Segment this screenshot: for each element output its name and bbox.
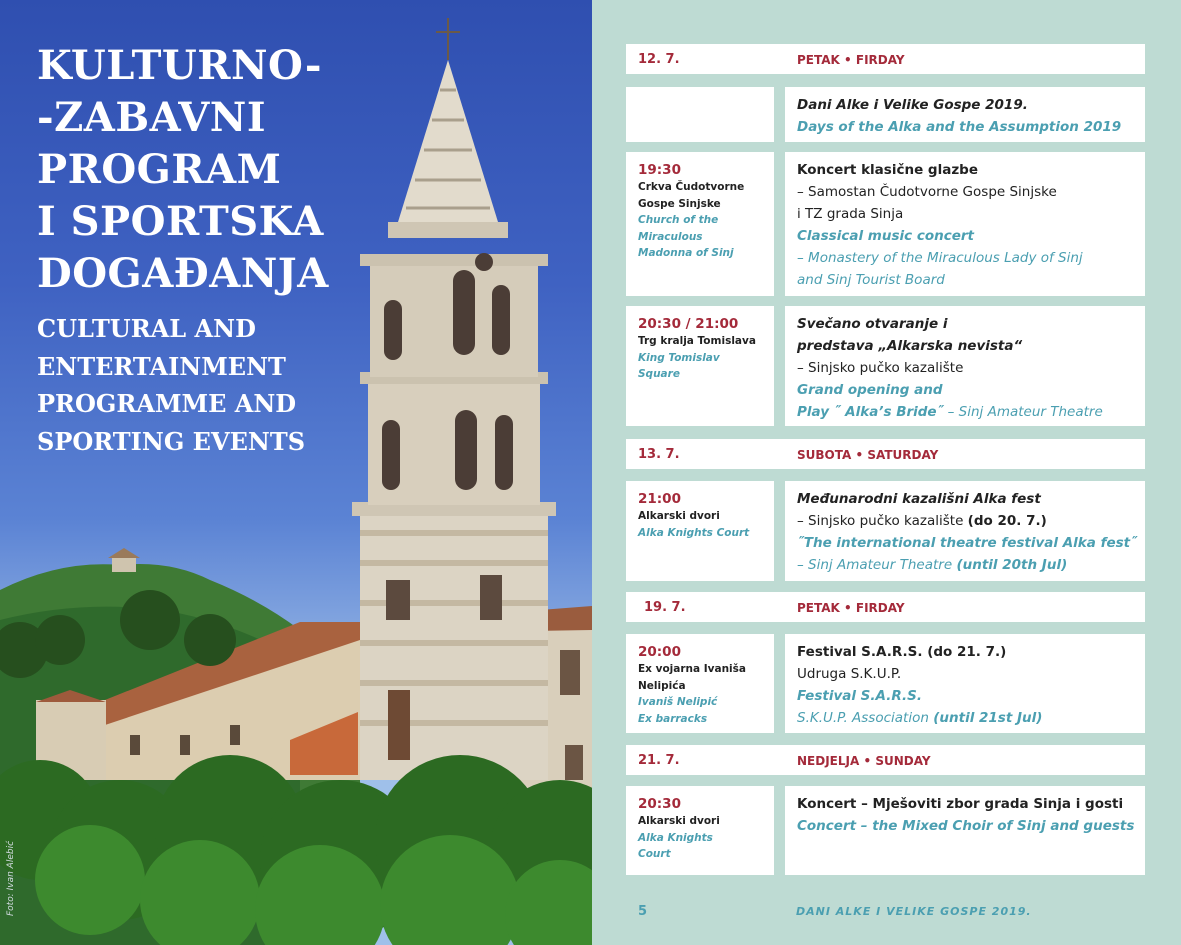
event-title-en: Classical music concert (797, 228, 974, 244)
event-title-en: Festival S.A.R.S. (797, 688, 922, 704)
event-time-cell (626, 306, 774, 426)
day-header (626, 745, 1145, 775)
event-time-cell (626, 786, 774, 875)
day-name-en: FIRDAY (855, 53, 905, 67)
event-organizer-hr: – Sinjsko pučko kazalište (797, 360, 964, 376)
day-name-hr: PETAK (797, 601, 840, 615)
event-location: Alkarski dvori (638, 815, 720, 827)
day-date: 21. 7. (638, 753, 680, 768)
event-location: Nelipića (638, 679, 686, 692)
event-when-where (638, 796, 773, 863)
day-name-hr: SUBOTA (797, 448, 852, 462)
day-date: 19. 7. (644, 600, 686, 615)
event-organizer-hr: i TZ grada Sinja (797, 206, 904, 222)
event-organizer-en-line (797, 707, 1142, 729)
event-details (797, 793, 1142, 837)
event-location-en: Church of the (638, 214, 719, 226)
cover-subtitle-line: ENTERTAINMENT (37, 351, 286, 381)
day-header (626, 439, 1145, 469)
event-until-hr: (do 20. 7.) (967, 513, 1047, 529)
cover-subtitle-line: CULTURAL AND (37, 314, 256, 343)
event-details (797, 488, 1142, 576)
cover-title-line: I SPORTSKA (37, 198, 324, 245)
event-title-hr: Festival S.A.R.S. (do 21. 7.) (797, 644, 1007, 660)
event-when-where (638, 491, 773, 541)
day-bullet: • (844, 53, 852, 67)
event-details (797, 94, 1142, 138)
day-name-en: SUNDAY (875, 754, 931, 768)
day-name (797, 448, 938, 462)
event-title-hr: predstava „Alkarska nevista“ (797, 338, 1023, 354)
day-header (626, 44, 1145, 74)
event-details-cell (785, 481, 1145, 581)
event-title-hr: Koncert – Mješoviti zbor grada Sinja i gosti (797, 796, 1124, 812)
event-time: 20:00 (638, 644, 681, 660)
cover-title-line: PROGRAM (37, 146, 282, 193)
event-details (797, 159, 1142, 291)
event-time: 20:30 (638, 796, 681, 812)
event-details-cell (785, 634, 1145, 733)
event-organizer-en: – Sinj Amateur Theatre (947, 404, 1103, 420)
photo-credit: Foto: Ivan Alebić (6, 840, 16, 916)
event-when-where (638, 316, 773, 383)
event-time-cell (626, 152, 774, 296)
event-when-where (638, 644, 773, 727)
day-bullet: • (844, 601, 852, 615)
day-name (797, 601, 905, 615)
event-organizer-hr: – Samostan Čudotvorne Gospe Sinjske (797, 184, 1057, 200)
event-time: 20:30 / 21:00 (638, 316, 739, 332)
event-location-en: Court (638, 848, 671, 860)
cover-title (37, 40, 329, 300)
event-location-en: Alka Knights (638, 831, 713, 844)
day-bullet: • (863, 754, 872, 768)
event-title-en: Grand opening and (797, 382, 943, 398)
event-time-cell (626, 481, 774, 581)
event-time-cell (626, 87, 774, 142)
event-details (797, 641, 1142, 729)
event-until-en: (until 21st Jul) (933, 710, 1043, 726)
event-details-cell (785, 786, 1145, 875)
cover-title-line: KULTURNO- (37, 42, 322, 89)
event-organizer-en-line (797, 554, 1142, 576)
cover-subtitle-line: PROGRAMME AND (37, 389, 297, 418)
event-location: Ex vojarna Ivaniša (638, 663, 746, 675)
event-location-en: Square (638, 368, 680, 380)
day-name-en: FIRDAY (855, 601, 905, 615)
event-organizer-hr: Udruga S.K.U.P. (797, 666, 902, 682)
event-title-en: Concert – the Mixed Choir of Sinj and guests (797, 818, 1135, 834)
cover-title-line: -ZABAVNI (37, 94, 267, 141)
day-date: 13. 7. (638, 447, 680, 462)
event-time: 21:00 (638, 491, 681, 507)
event-location-en: Alka Knights Court (638, 526, 750, 539)
event-time-cell (626, 634, 774, 733)
event-organizer-line (797, 510, 1142, 532)
event-details-cell (785, 306, 1145, 426)
day-name-hr: NEDJELJA (797, 754, 860, 768)
day-bullet: • (855, 448, 864, 462)
event-title-en: Play ˝ Alka’s Bride˝ (797, 404, 944, 420)
footer-title: DANI ALKE I VELIKE GOSPE 2019. (796, 905, 1032, 918)
cover-title-line: DOGAĐANJA (37, 250, 329, 297)
day-name (797, 754, 931, 768)
event-location: Crkva Čudotvorne (638, 181, 745, 193)
event-location: Alkarski dvori (638, 510, 720, 522)
event-details (797, 313, 1142, 423)
event-title-hr: Koncert klasične glazbe (797, 162, 979, 178)
event-location-en: King Tomislav (638, 351, 720, 364)
event-location-en: Ex barracks (638, 712, 708, 725)
event-location-en: Madonna of Sinj (638, 247, 734, 259)
event-organizer-hr: – Sinjsko pučko kazalište (797, 513, 964, 529)
event-details-cell (785, 152, 1145, 296)
day-name (797, 53, 905, 67)
event-organizer-en: – Monastery of the Miraculous Lady of Sinj (797, 250, 1083, 266)
event-title-hr: Međunarodni kazališni Alka fest (797, 491, 1041, 507)
event-title-en: Days of the Alka and the Assumption 2019 (797, 119, 1122, 135)
event-location-en: Ivaniš Nelipić (638, 696, 718, 708)
event-details-cell (785, 87, 1145, 142)
event-organizer-en: – Sinj Amateur Theatre (797, 557, 953, 573)
cover-subtitle-line: SPORTING EVENTS (37, 426, 306, 456)
event-organizer-en: and Sinj Tourist Board (797, 272, 945, 288)
day-name-hr: PETAK (797, 53, 840, 67)
event-time: 19:30 (638, 162, 681, 178)
event-when-where (638, 162, 773, 262)
cover-subtitle (37, 310, 305, 460)
page-number: 5 (638, 904, 648, 919)
event-location: Trg kralja Tomislava (638, 335, 756, 347)
event-title-hr: Svečano otvaranje i (797, 316, 948, 332)
day-name-en: SATURDAY (867, 448, 939, 462)
day-header (626, 592, 1145, 622)
event-organizer-en: S.K.U.P. Association (797, 710, 929, 726)
schedule-panel (592, 0, 1181, 945)
event-title-hr: Dani Alke i Velike Gospe 2019. (797, 97, 1028, 113)
event-title-en: ˝The international theatre festival Alka fest˝ (797, 535, 1137, 551)
event-location-en: Miraculous (638, 230, 703, 243)
event-until-en: (until 20th Jul) (956, 557, 1068, 573)
event-location: Gospe Sinjske (638, 197, 721, 210)
event-title-en-line (797, 401, 1142, 423)
day-date: 12. 7. (638, 52, 680, 67)
